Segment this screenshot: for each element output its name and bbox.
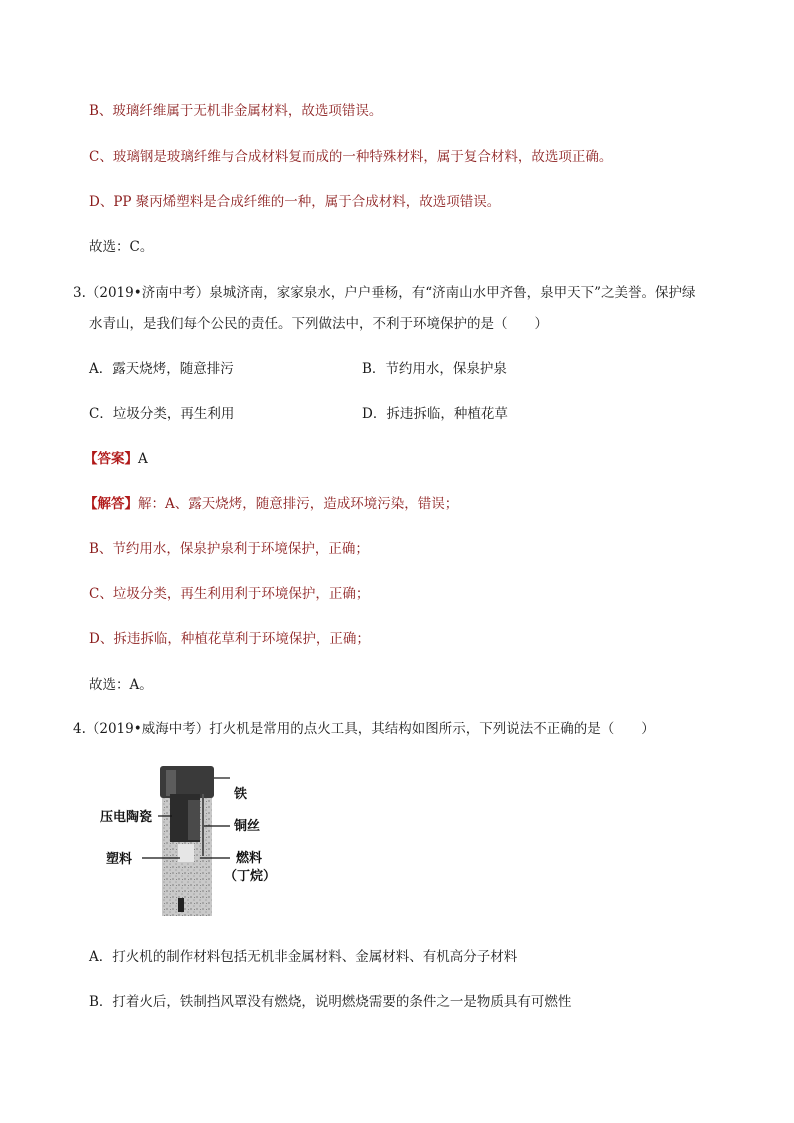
analysis-a-text: 解：A、露天烧烤，随意排污，造成环境污染，错误； (138, 496, 459, 512)
lighter-structure-diagram (100, 764, 290, 916)
q3-analysis-d: D、拆违拆临，种植花草利于环境保护，正确； (89, 631, 370, 647)
q3-stem-line2: 水青山，是我们每个公民的责任。下列做法中，不利于环境保护的是（ ） (89, 316, 548, 332)
q3-analysis-b: B、节约用水，保泉护泉利于环境保护，正确； (89, 541, 369, 557)
label-piezo: 压电陶瓷 (100, 810, 153, 825)
prev-analysis-d: D、PP 聚丙烯塑料是合成纤维的一种，属于合成材料，故选项错误。 (89, 194, 501, 210)
q3-option-a: A．露天烧烤，随意排污 (89, 361, 234, 377)
q3-conclusion: 故选：A。 (89, 677, 153, 693)
prev-analysis-b: B、玻璃纤维属于无机非金属材料，故选项错误。 (89, 103, 383, 119)
q3-option-c: C．垃圾分类，再生利用 (89, 406, 235, 422)
prev-analysis-c: C、玻璃钢是玻璃纤维与合成材料复而成的一种特殊材料，属于复合材料，故选项正确。 (89, 149, 613, 165)
analysis-tag: 【解答】 (84, 496, 138, 512)
q3-option-b: B．节约用水，保泉护泉 (362, 361, 507, 377)
answer-value: A (138, 451, 148, 467)
q3-analysis-a (84, 494, 458, 514)
q4-option-b: B．打着火后，铁制挡风罩没有燃烧，说明燃烧需要的条件之一是物质具有可燃性 (89, 994, 572, 1010)
q4-option-a: A．打火机的制作材料包括无机非金属材料、金属材料、有机高分子材料 (89, 949, 518, 965)
label-plastic: 塑料 (106, 852, 133, 867)
prev-conclusion: 故选：C。 (89, 239, 154, 255)
label-fuel: 燃料 (236, 851, 263, 866)
label-butane: （丁烷） (224, 869, 277, 884)
q3-analysis-c: C、垃圾分类，再生利用利于环境保护，正确； (89, 586, 370, 602)
q3-stem-line1: 3.（2019•济南中考）泉城济南，家家泉水，户户垂杨，有“济南山水甲齐鲁，泉甲天下”之美誉。保护绿 (73, 285, 696, 301)
q4-stem: 4.（2019•威海中考）打火机是常用的点火工具，其结构如图所示，下列说法不正确的是（ ） (73, 721, 655, 737)
q3-answer (84, 449, 148, 469)
q3-option-d: D．拆违拆临，种植花草 (362, 406, 508, 422)
answer-tag: 【答案】 (84, 451, 138, 467)
label-iron: 铁 (234, 787, 248, 802)
label-copper: 铜丝 (234, 819, 261, 834)
